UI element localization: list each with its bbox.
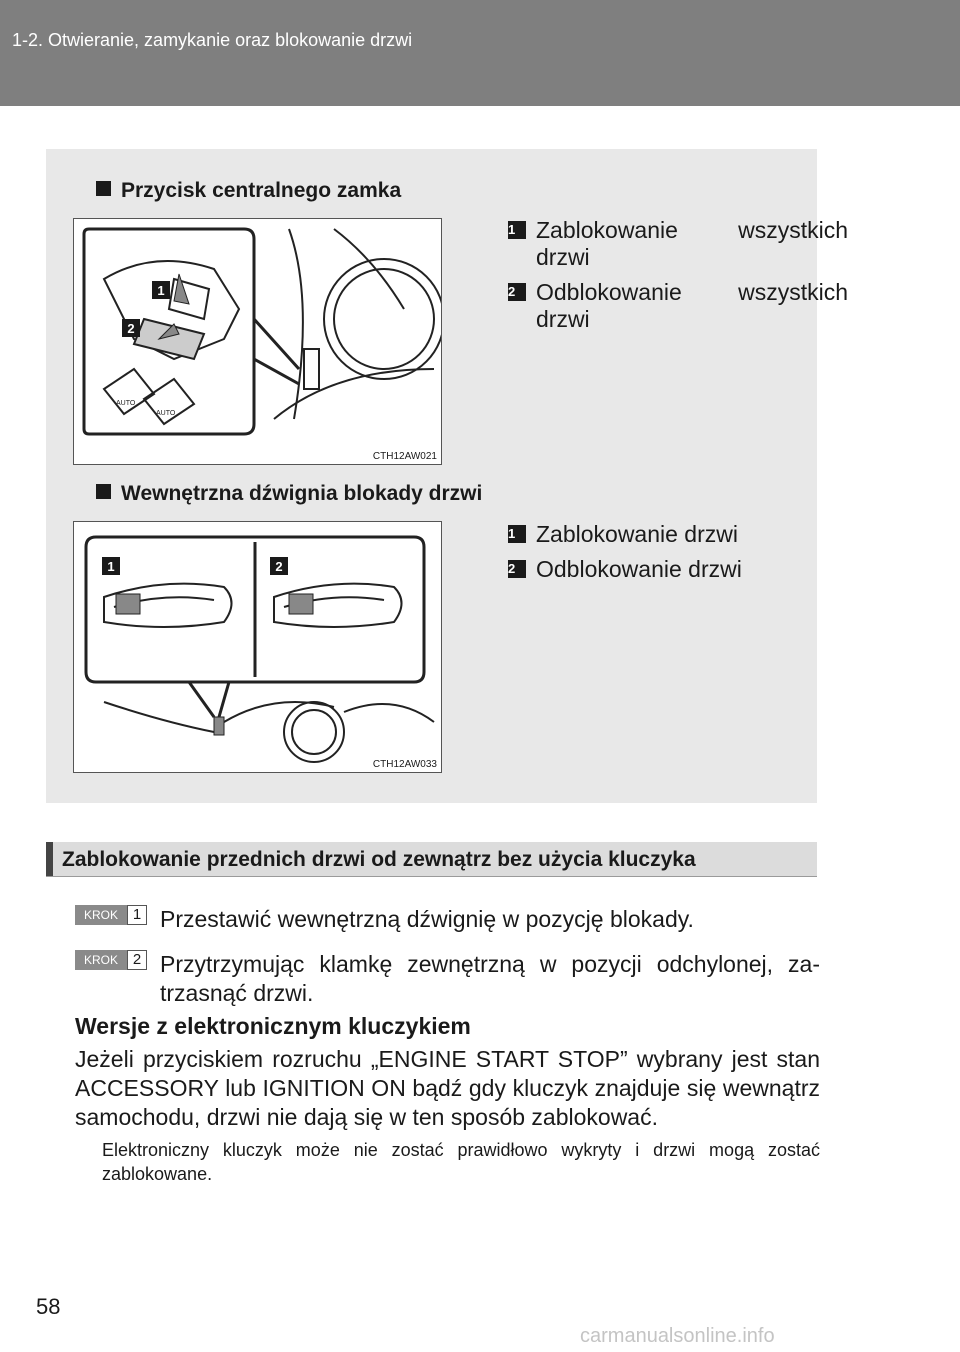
- note-text: Elektroniczny kluczyk może nie zostać prawidłowo wykryty i drzwi mogą zostać zablokowane.: [102, 1140, 820, 1184]
- number-badge: 1: [508, 525, 526, 543]
- square-bullet-icon: [96, 181, 111, 196]
- section2-captions: [508, 521, 848, 591]
- section-heading-bar: [46, 842, 817, 877]
- caption-text: Odblokowanie drzwi: [536, 556, 742, 582]
- step-badge: [75, 905, 147, 925]
- illustration-code: CTH12AW021: [372, 451, 437, 462]
- svg-text:AUTO: AUTO: [156, 410, 176, 417]
- door-lever-illustration: [73, 521, 442, 773]
- caption-text: Zablokowanie wszystkich drzwi: [536, 217, 848, 270]
- svg-text:1: 1: [107, 559, 115, 574]
- step-2: [75, 950, 820, 1008]
- step-badge-label: KROK: [75, 905, 127, 925]
- door-switch-drawing-icon: [74, 219, 441, 464]
- section-heading-text: Zablokowanie przednich drzwi od zewnątrz bez użycia kluczyka: [62, 848, 696, 871]
- square-bullet-icon: [96, 484, 111, 499]
- caption-item: [508, 217, 848, 271]
- number-badge: 2: [508, 560, 526, 578]
- section1-captions: [508, 217, 848, 341]
- number-badge: 2: [508, 283, 526, 301]
- page-number: 58: [36, 1294, 61, 1319]
- caption-item: [508, 521, 848, 548]
- body-paragraph: Jeżeli przyciskiem rozruchu „ENGINE START STOP” wybrany jest stan ACCESSORY lub IGNITION ON bądź gdy kluczyk znajduje się wewnątrz samochodu, drzwi nie dają się w ten sposób zablokować.: [75, 1046, 820, 1130]
- step-text: Przytrzymując klamkę zewnętrzną w pozycji odchylonej, za-trzasnąć drzwi.: [160, 951, 820, 1006]
- step-badge-number: 1: [127, 905, 147, 925]
- section1-title-text: Przycisk centralnego zamka: [121, 179, 402, 202]
- illustration-code: CTH12AW033: [372, 759, 437, 770]
- central-lock-illustration: [73, 218, 442, 465]
- svg-text:AUTO: AUTO: [116, 400, 136, 407]
- caption-text: Zablokowanie drzwi: [536, 521, 738, 547]
- section2-title-text: Wewnętrzna dźwignia blokady drzwi: [121, 482, 483, 505]
- step-1: [75, 905, 820, 934]
- caption-item: [508, 556, 848, 583]
- svg-text:1: 1: [157, 283, 165, 298]
- page-header: [0, 0, 960, 106]
- watermark: carmanualsonline.info: [580, 1325, 775, 1347]
- caption-text: Odblokowanie wszystkich drzwi: [536, 279, 848, 332]
- step-text: Przestawić wewnętrzną dźwignię w pozycję blokady.: [160, 906, 694, 932]
- svg-text:2: 2: [127, 321, 135, 336]
- number-badge: 1: [508, 221, 526, 239]
- illustration-panel: [46, 149, 848, 803]
- svg-text:2: 2: [275, 559, 283, 574]
- subheading: Wersje z elektronicznym kluczykiem: [75, 1013, 471, 1039]
- step-badge: [75, 950, 147, 970]
- section1-title: [96, 179, 401, 203]
- header-title: 1-2. Otwieranie, zamykanie oraz blokowanie drzwi: [12, 30, 413, 50]
- section2-title: [96, 482, 482, 506]
- step-badge-label: KROK: [75, 950, 127, 970]
- door-lever-drawing-icon: [74, 522, 441, 772]
- step-badge-number: 2: [127, 950, 147, 970]
- caption-item: [508, 279, 848, 333]
